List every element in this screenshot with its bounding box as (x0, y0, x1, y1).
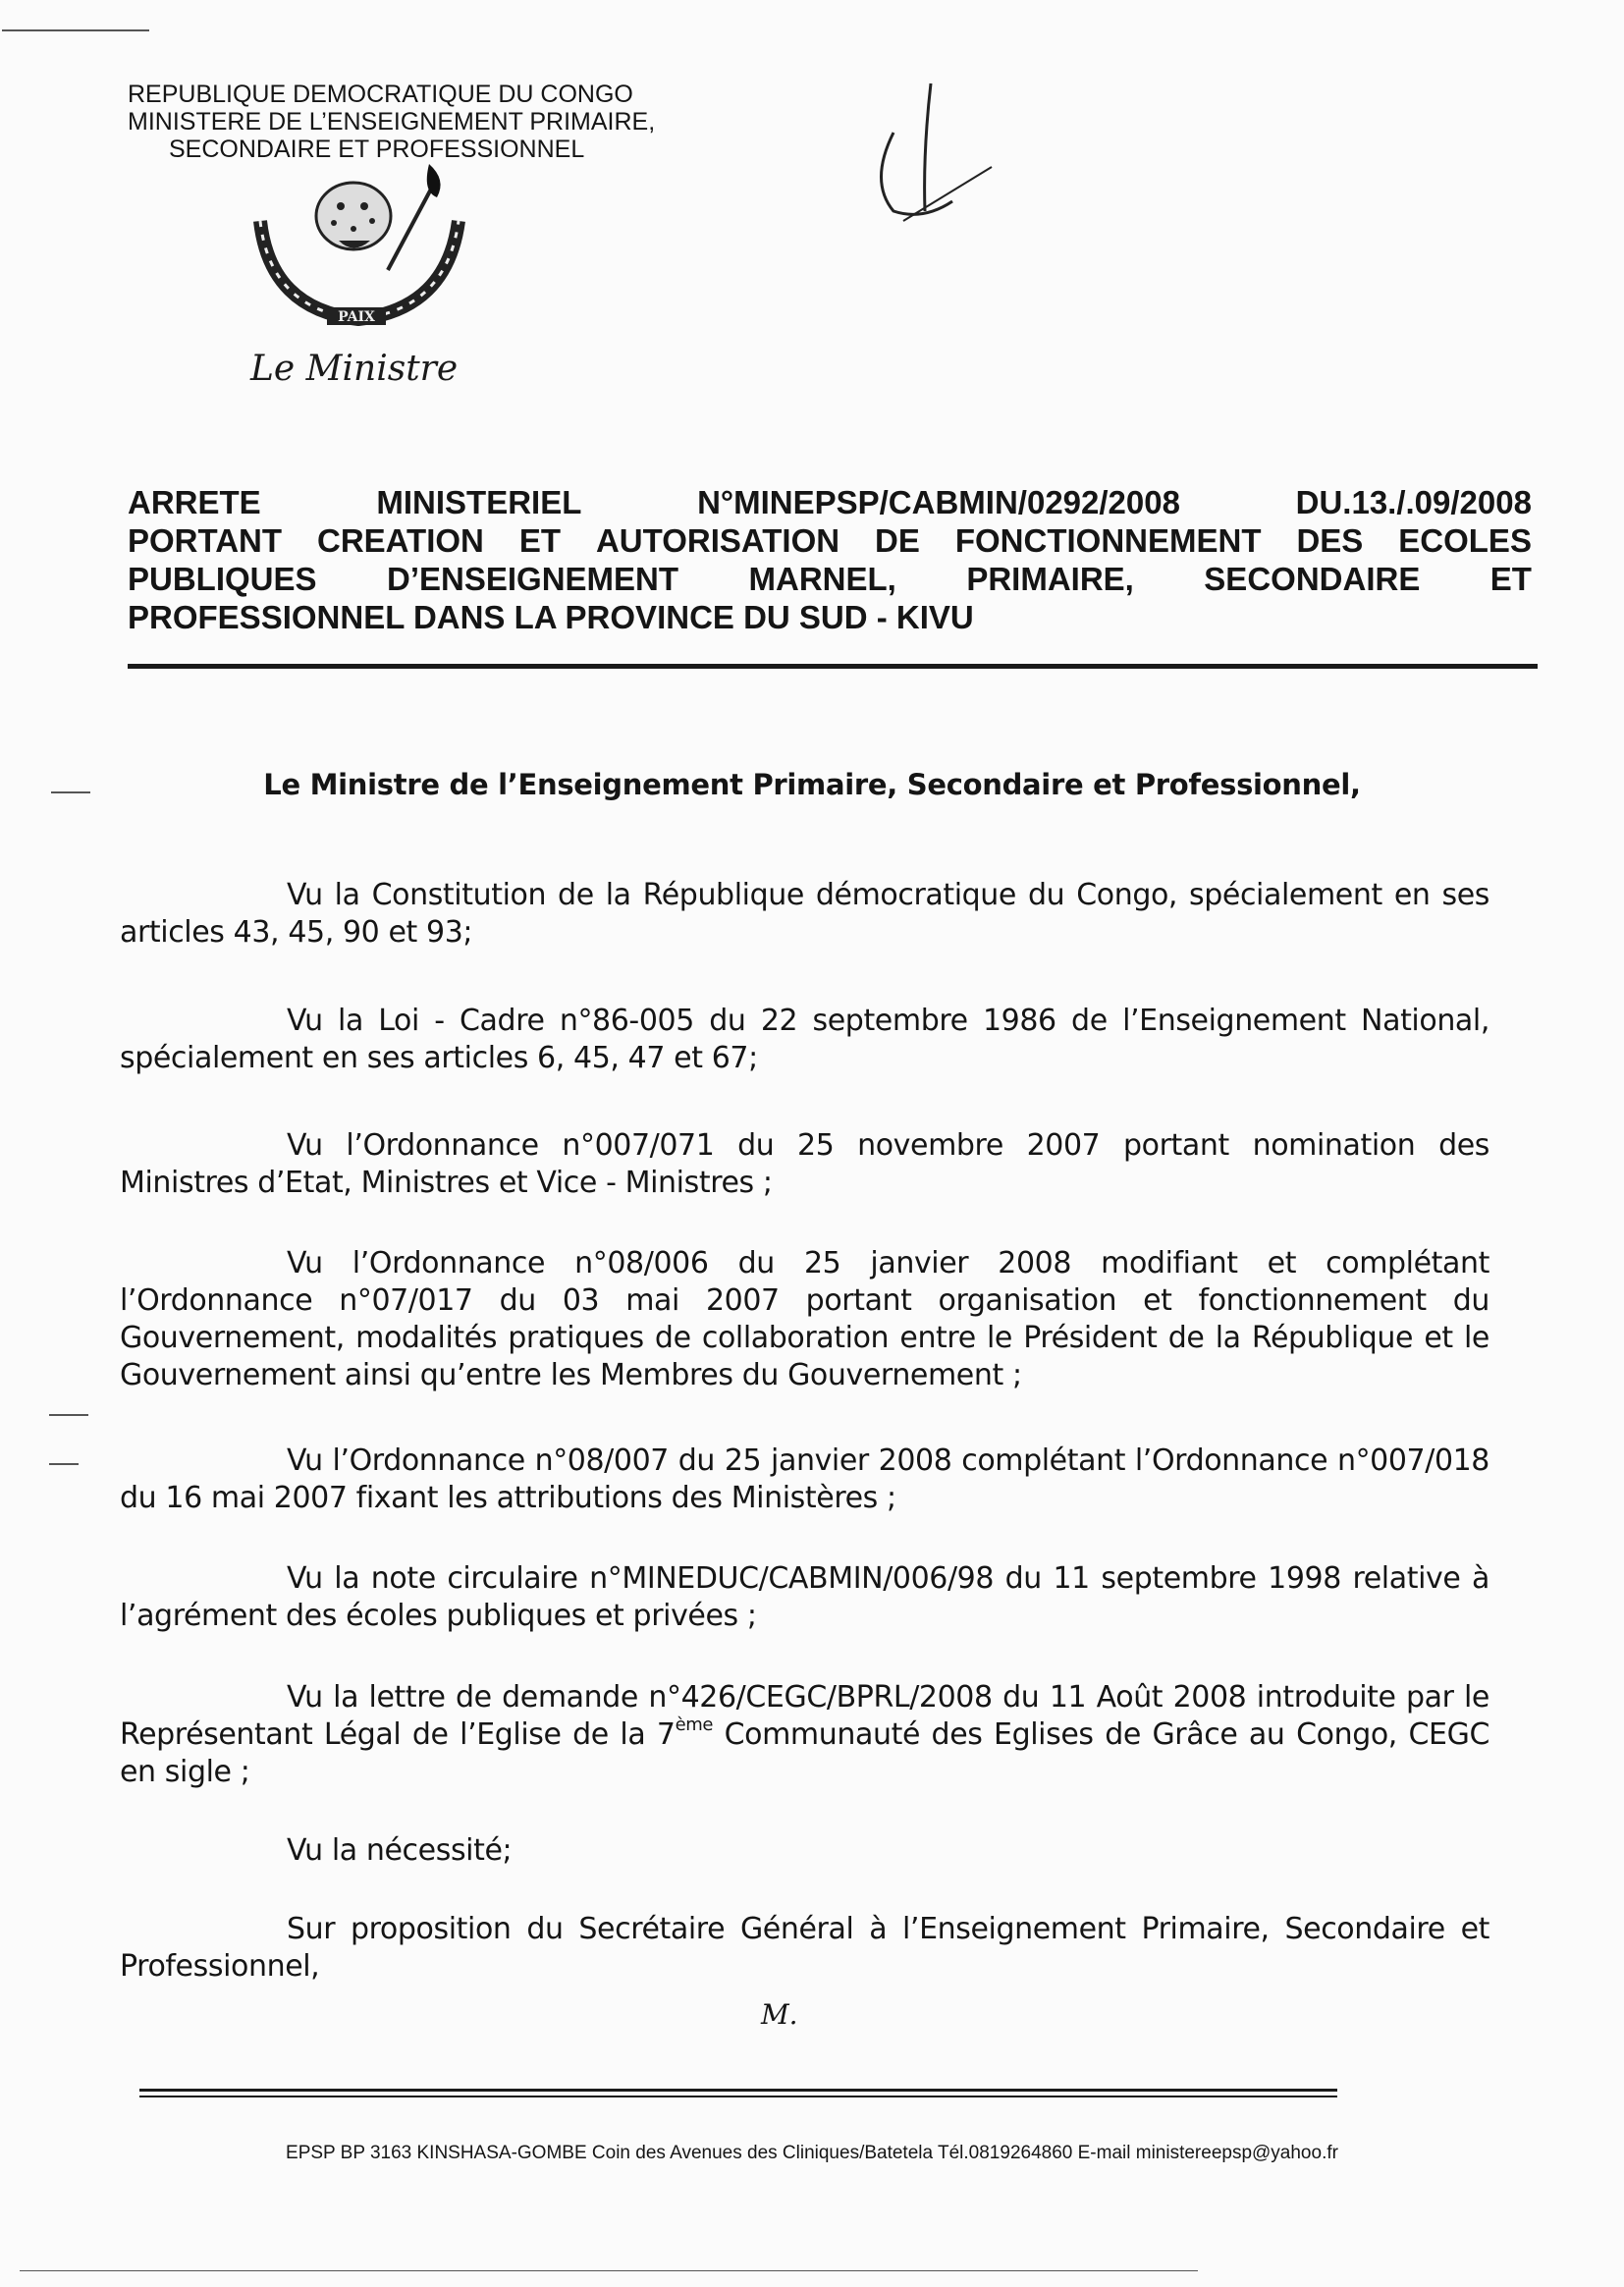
title-line-3: PUBLIQUES D’ENSEIGNEMENT MARNEL, PRIMAIRE, SECONDAIRE ET (128, 561, 1532, 597)
intro-heading: Le Ministre de l’Enseignement Primaire, Secondaire et Professionnel, (263, 768, 1361, 801)
title-line-4: PROFESSIONNEL DANS LA PROVINCE DU SUD - KIVU (128, 599, 974, 635)
visa-paragraph-6: Vu la note circulaire n°MINEDUC/CABMIN/006/98 du 11 septembre 1998 relative à l’agrément des écoles publiques et privées ; (120, 1561, 1489, 1633)
scan-edge (20, 2270, 1198, 2271)
title-divider (128, 664, 1538, 669)
visa-paragraph-9: Sur proposition du Secrétaire Général à l’Enseignement Primaire, Secondaire et Professionnel, (120, 1912, 1489, 1984)
visa-paragraph-7: Vu la lettre de demande n°426/CEGC/BPRL/2008 du 11 Août 2008 introduite par le Représentant Légal de l’Eglise de la 7ème Communauté des Eglises de Grâce au Congo, CEGC en sigle ; (120, 1680, 1489, 1789)
minister-label: Le Ministre (250, 349, 459, 389)
visa-paragraph-8: Vu la nécessité; (287, 1833, 513, 1868)
decree-title (128, 483, 1532, 636)
scan-mark (51, 791, 90, 793)
scan-mark (49, 1414, 88, 1416)
title-line-1: ARRETE MINISTERIEL N°MINEPSP/CABMIN/0292/2008 DU.13./.09/2008 (128, 484, 1532, 520)
letterhead (128, 81, 655, 163)
visa-paragraph-1: Vu la Constitution de la République démocratique du Congo, spécialement en ses articles 43, 45, 90 et 93; (120, 878, 1489, 950)
visa-paragraph-5: Vu l’Ordonnance n°08/007 du 25 janvier 2008 complétant l’Ordonnance n°007/018 du 16 mai 2007 fixant les attributions des Ministères ; (120, 1443, 1489, 1515)
letterhead-ministry-cont: SECONDAIRE ET PROFESSIONNEL (169, 136, 585, 163)
footer-divider (139, 2089, 1337, 2092)
title-line-2: PORTANT CREATION ET AUTORISATION DE FONCTIONNEMENT DES ECOLES (128, 522, 1532, 559)
coat-of-arms-icon (241, 162, 476, 339)
letterhead-ministry: MINISTERE DE L’ENSEIGNEMENT PRIMAIRE, (128, 108, 656, 136)
scan-mark (2, 29, 149, 31)
handwritten-paraph: M. (761, 1998, 798, 2031)
handwritten-initial-icon (864, 74, 1001, 241)
visa-paragraph-4: Vu l’Ordonnance n°08/006 du 25 janvier 2008 modifiant et complétant l’Ordonnance n°07/017 du 03 mai 2007 portant organisation et fonctionnement du Gouvernement, modalités pratiques de collaboration entre le Président de la République et le Gouvernement ainsi qu’entre les Membres du Gouvernement ; (120, 1246, 1489, 1392)
visa-paragraph-2: Vu la Loi - Cadre n°86-005 du 22 septembre 1986 de l’Enseignement National, spécialement en ses articles 6, 45, 47 et 67; (120, 1004, 1489, 1075)
footer-address: EPSP BP 3163 KINSHASA-GOMBE Coin des Avenues des Cliniques/Batetela Tél.0819264860 E-mail ministereepsp@yahoo.fr (286, 2143, 1338, 2163)
emblem-motto: PAIX (338, 309, 375, 325)
visa-paragraph-3: Vu l’Ordonnance n°007/071 du 25 novembre 2007 portant nomination des Ministres d’Etat, Ministres et Vice - Ministres ; (120, 1128, 1489, 1200)
footer-divider-secondary (139, 2096, 1337, 2097)
scan-mark (49, 1463, 79, 1465)
letterhead-country: REPUBLIQUE DEMOCRATIQUE DU CONGO (128, 81, 633, 108)
